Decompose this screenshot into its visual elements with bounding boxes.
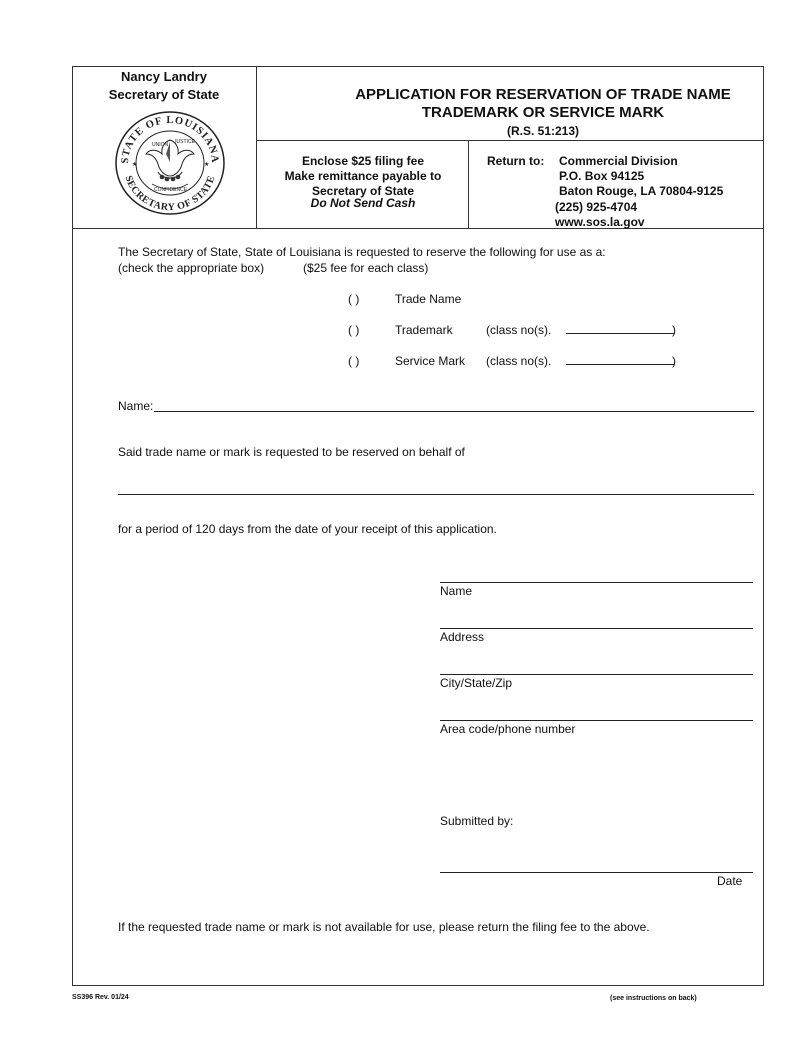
name-label: Name: — [118, 399, 154, 413]
service-mark-class-label: (class no(s). — [486, 354, 552, 368]
form-title-line1: APPLICATION FOR RESERVATION OF TRADE NAME — [355, 86, 731, 103]
fee-amount: Enclose $25 filing fee — [301, 154, 425, 168]
form-id: SS396 Rev. 01/24 — [72, 994, 129, 1001]
return-fee-note: If the requested trade name or mark is not available for use, please return the filing fee to the above. — [118, 920, 650, 934]
return-division: Commercial Division — [559, 154, 678, 168]
submitted-by-label: Submitted by: — [440, 814, 514, 828]
service-mark-class-field[interactable] — [566, 364, 674, 365]
svg-text:★: ★ — [132, 162, 138, 168]
return-phone: (225) 925-4704 — [555, 200, 638, 214]
return-to-label: Return to: — [487, 154, 545, 168]
contact-address-field[interactable] — [440, 628, 753, 629]
contact-phone-field[interactable] — [440, 720, 753, 721]
svg-text:UNION: UNION — [152, 142, 169, 148]
return-website[interactable]: www.sos.la.gov — [555, 215, 645, 229]
intro-text: The Secretary of State, State of Louisiana is requested to reserve the following for use as a: — [118, 245, 606, 259]
period-text: for a period of 120 days from the date of your receipt of this application. — [118, 522, 497, 536]
intro-instruction: (check the appropriate box) — [118, 261, 265, 275]
contact-name-label: Name — [440, 584, 473, 598]
trademark-label: Trademark — [395, 323, 453, 337]
svg-text:SECRETARY OF STATE: SECRETARY OF STATE — [122, 174, 218, 214]
trademark-checkbox[interactable]: ( ) — [348, 323, 360, 337]
signature-field[interactable] — [440, 872, 753, 873]
service-mark-class-close: ) — [672, 354, 676, 368]
trade-name-label: Trade Name — [395, 292, 462, 306]
title-divider — [256, 140, 764, 141]
contact-city-label: City/State/Zip — [440, 676, 513, 690]
trademark-class-close: ) — [672, 323, 676, 337]
fee-no-cash: Do Not Send Cash — [310, 196, 416, 210]
svg-text:CONFIDENCE: CONFIDENCE — [154, 187, 188, 193]
contact-address-label: Address — [440, 630, 485, 644]
service-mark-label: Service Mark — [395, 354, 466, 368]
behalf-field[interactable] — [118, 494, 754, 495]
header-bottom-divider — [72, 228, 764, 229]
trademark-class-field[interactable] — [566, 333, 674, 334]
louisiana-seal-icon — [114, 110, 226, 216]
svg-text:STATE OF LOUISIANA: STATE OF LOUISIANA — [119, 114, 221, 164]
trademark-class-label: (class no(s). — [486, 323, 552, 337]
official-title: Secretary of State — [108, 87, 220, 102]
contact-city-field[interactable] — [440, 674, 753, 675]
date-label: Date — [717, 874, 743, 888]
form-title-line2: TRADEMARK OR SERVICE MARK — [421, 104, 665, 121]
name-field[interactable] — [154, 411, 754, 412]
intro-fee-note: ($25 fee for each class) — [303, 261, 429, 275]
behalf-text: Said trade name or mark is requested to be reserved on behalf of — [118, 445, 465, 459]
fee-divider-vertical — [468, 140, 469, 228]
svg-text:JUSTICE: JUSTICE — [174, 139, 195, 145]
svg-text:★: ★ — [204, 162, 210, 168]
fee-payee: Secretary of State — [311, 184, 415, 198]
statute-reference: (R.S. 51:213) — [506, 124, 580, 138]
contact-phone-label: Area code/phone number — [440, 722, 576, 736]
return-po-box: P.O. Box 94125 — [559, 169, 645, 183]
return-city: Baton Rouge, LA 70804-9125 — [559, 184, 724, 198]
fee-payable-to: Make remittance payable to — [284, 169, 442, 183]
service-mark-checkbox[interactable]: ( ) — [348, 354, 360, 368]
header-divider-vertical — [256, 66, 257, 228]
contact-name-field[interactable] — [440, 582, 753, 583]
official-name: Nancy Landry — [121, 69, 207, 84]
instructions-note: (see instructions on back) — [610, 995, 697, 1002]
trade-name-checkbox[interactable]: ( ) — [348, 292, 360, 306]
